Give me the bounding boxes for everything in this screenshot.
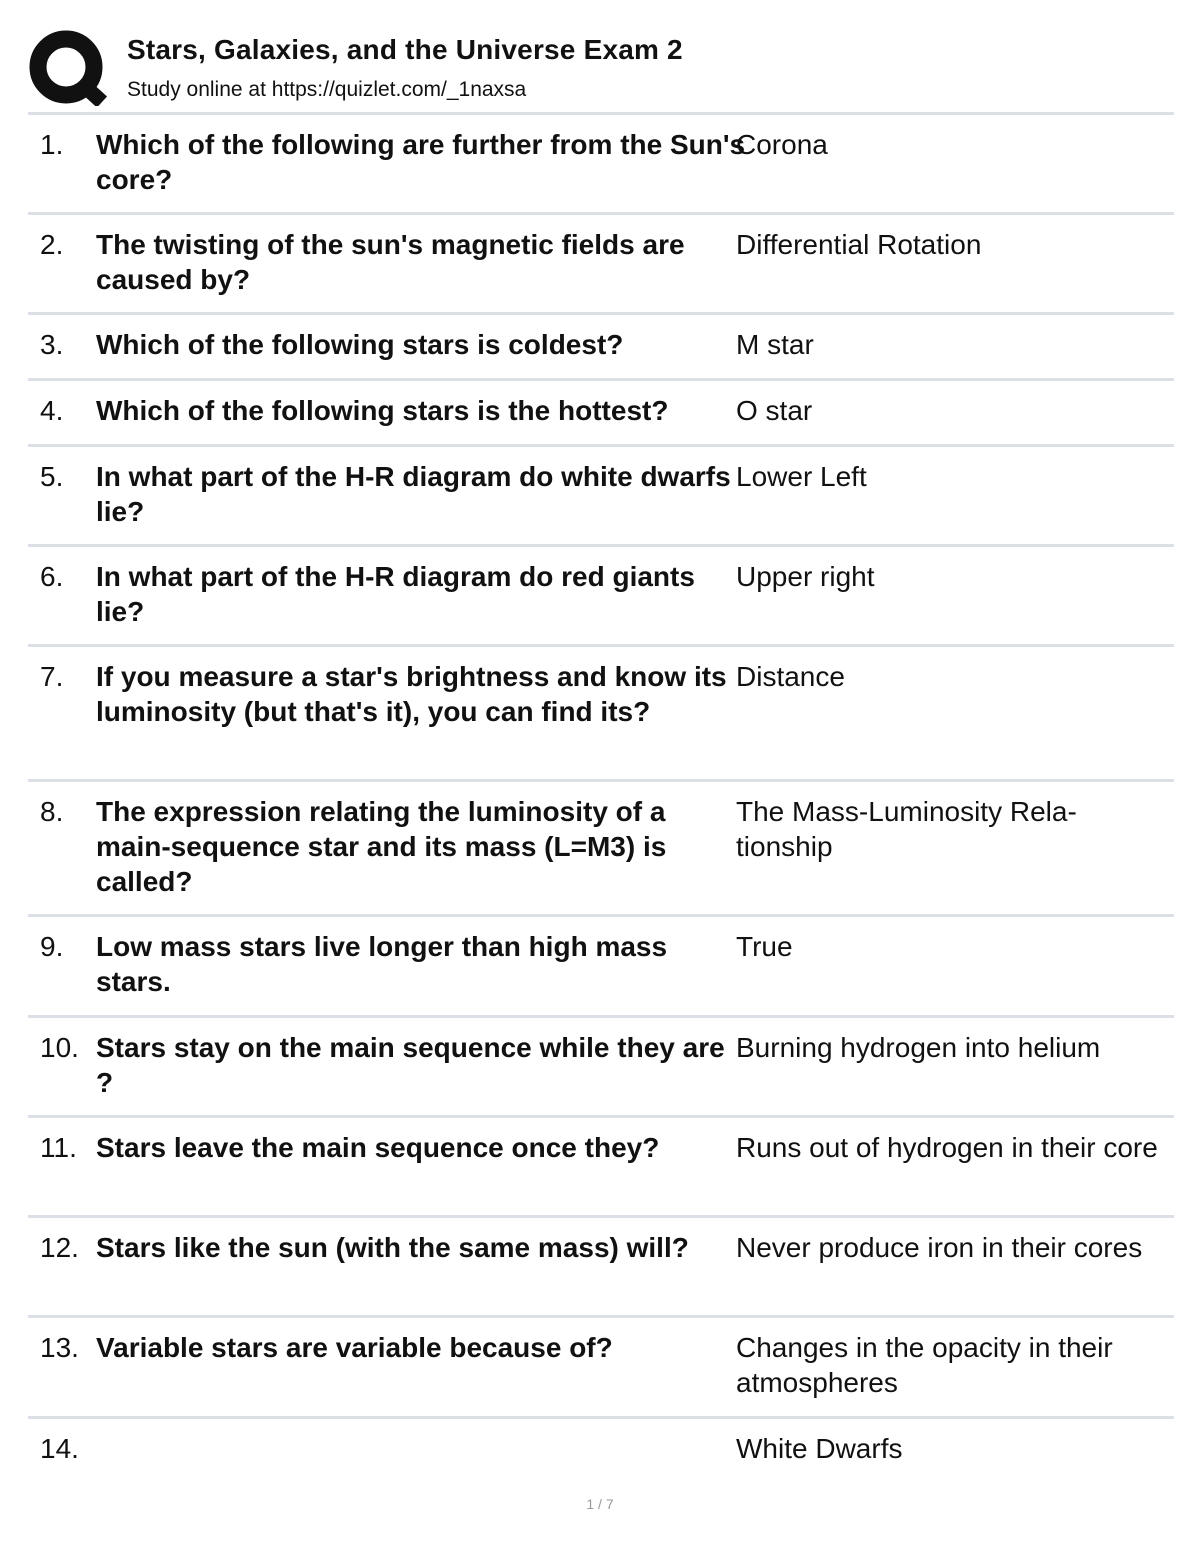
quizlet-logo-icon — [28, 30, 108, 106]
flashcard-row — [28, 381, 1174, 447]
card-number: 5. — [40, 461, 64, 492]
card-number: 10. — [40, 1032, 79, 1063]
card-number: 4. — [40, 395, 64, 426]
card-number: 3. — [40, 329, 64, 360]
flashcard-row — [28, 1419, 1174, 1489]
card-term: Which of the following stars is coldest? — [96, 329, 624, 360]
card-number: 7. — [40, 661, 64, 692]
flashcard-row — [28, 547, 1174, 647]
card-definition: Changes in the opacity in their atmospheres — [736, 1332, 1113, 1398]
card-definition: Runs out of hydrogen in their core — [736, 1132, 1158, 1163]
flashcard-row — [28, 1218, 1174, 1318]
card-number: 13. — [40, 1332, 79, 1363]
flashcard-row — [28, 1318, 1174, 1419]
card-definition: M star — [736, 329, 814, 360]
card-term: Stars stay on the main sequence while they are ? — [96, 1032, 725, 1098]
card-number: 14. — [40, 1433, 79, 1464]
card-definition: Corona — [736, 129, 828, 160]
document-header — [28, 30, 1174, 112]
card-term: Variable stars are variable because of? — [96, 1332, 613, 1363]
flashcard-row — [28, 1018, 1174, 1118]
flashcard-row — [28, 1118, 1174, 1218]
page-number: 1 / 7 — [586, 1496, 614, 1512]
card-number: 12. — [40, 1232, 79, 1263]
flashcard-list — [28, 112, 1174, 1489]
flashcard-row — [28, 917, 1174, 1018]
flashcard-row — [28, 215, 1174, 315]
flashcard-row — [28, 447, 1174, 547]
card-number: 9. — [40, 931, 64, 962]
card-number: 1. — [40, 129, 64, 160]
flashcard-row — [28, 647, 1174, 782]
card-number: 11. — [40, 1132, 77, 1163]
card-definition: Burning hydrogen into helium — [736, 1032, 1101, 1063]
card-term: The expression relating the luminosity of a main-sequence star and its mass (L=M3) is called? — [96, 796, 667, 897]
card-definition: White Dwarfs — [736, 1433, 903, 1464]
card-definition: Distance — [736, 661, 845, 692]
card-term: The twisting of the sun's magnetic fields are caused by? — [96, 229, 685, 295]
card-term: Stars like the sun (with the same mass) will? — [96, 1232, 689, 1263]
card-term: Low mass stars live longer than high mass stars. — [96, 931, 668, 997]
document-title: Stars, Galaxies, and the Universe Exam 2 — [127, 34, 683, 65]
card-definition: True — [736, 931, 793, 962]
study-online-link-text: Study online at https://quizlet.com/_1naxsa — [127, 78, 527, 101]
card-number: 8. — [40, 796, 64, 827]
card-term: In what part of the H-R diagram do white dwarfs lie? — [96, 461, 731, 527]
card-number: 2. — [40, 229, 64, 260]
card-number: 6. — [40, 561, 64, 592]
card-definition: Never produce iron in their cores — [736, 1232, 1143, 1263]
card-term: If you measure a star's brightness and know its luminosity (but that's it), you can find its? — [96, 661, 727, 727]
card-term: In what part of the H-R diagram do red giants lie? — [96, 561, 695, 627]
card-term: Which of the following stars is the hottest? — [96, 395, 669, 426]
card-definition: Differential Rotation — [736, 229, 982, 260]
card-definition: The Mass-Luminosity Rela-tionship — [736, 796, 1077, 862]
flashcard-row — [28, 782, 1174, 917]
card-term: Stars leave the main sequence once they? — [96, 1132, 660, 1163]
flashcard-row — [28, 115, 1174, 215]
flashcard-row — [28, 315, 1174, 381]
card-definition: Lower Left — [736, 461, 867, 492]
card-definition: Upper right — [736, 561, 875, 592]
card-term: Which of the following are further from the Sun's core? — [96, 129, 746, 195]
card-definition: O star — [736, 395, 813, 426]
